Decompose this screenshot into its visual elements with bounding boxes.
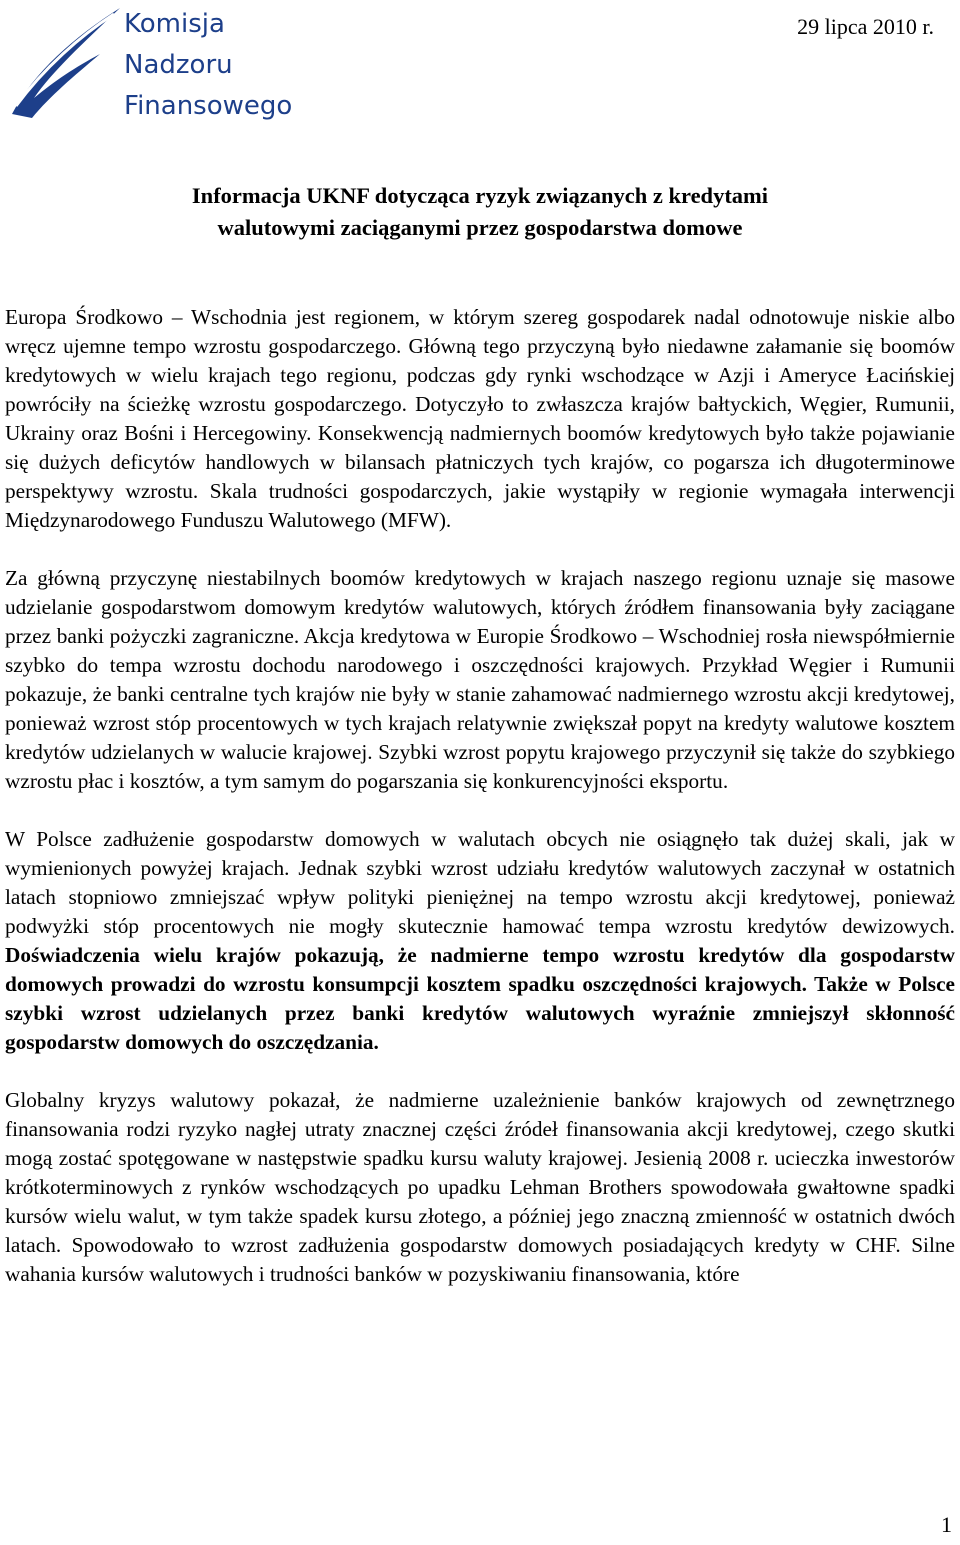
logo-line-3: Finansowego <box>124 91 293 121</box>
logo-line-1: Komisja <box>124 9 225 39</box>
page-number: 1 <box>941 1512 952 1537</box>
paragraph-2 <box>5 564 955 796</box>
paragraph-3-text: W Polsce zadłużenie gospodarstw domowych w walutach obcych nie osiągnęło tak dużej skali, jak w wymienionych powyżej krajach. Jednak szybki wzrost udziału kredytów walutowych zaczynał w ostatnich latach stopniowo zmniejszać wpływ polityki pieniężnej na tempo wzrostu akcji kredytowej, ponieważ podwyżki stóp procentowych nie mogły skutecznie hamować tempa wzrostu kredytów dewizowych. <box>5 827 955 938</box>
document-title <box>0 180 960 244</box>
knf-lightning-icon <box>4 2 129 120</box>
paragraph-1 <box>5 303 955 535</box>
paragraph-4 <box>5 1086 955 1289</box>
document-date: 29 lipca 2010 r. <box>797 14 934 39</box>
paragraph-4-text: Globalny kryzys walutowy pokazał, że nadmierne uzależnienie banków krajowych od zewnętrznego finansowania rodzi ryzyko nagłej utraty znacznej części źródeł finansowania akcji kredytowej, czego skutki mogą zostać spotęgowane w następstwie spadku kursu waluty krajowej. Jesienią 2008 r. ucieczka inwestorów krótkoterminowych z rynków wschodzących po upadku Lehman Brothers spowodowała gwałtowne spadki kursów wielu walut, w tym także spadek kursu złotego, a później jego znaczną zmienność w ostatnich dwóch latach. Spowodowało to wzrost zadłużenia gospodarstw domowych posiadających kredyty w CHF. Silne wahania kursów walutowych i trudności banków w pozyskiwaniu finansowania, które <box>5 1088 955 1286</box>
knf-logo <box>4 2 314 122</box>
title-line-1: Informacja UKNF dotycząca ryzyk związanych z kredytami <box>191 183 769 208</box>
logo-wordmark <box>124 4 292 127</box>
title-line-2: walutowymi zaciąganymi przez gospodarstwa domowe <box>217 215 743 240</box>
paragraph-3 <box>5 825 955 1057</box>
paragraph-3-bold: Doświadczenia wielu krajów pokazują, że nadmierne tempo wzrostu kredytów dla gospodarstw domowych prowadzi do wzrostu konsumpcji kosztem spadku oszczędności krajowych. Także w Polsce szybki wzrost udzielanych przez banki kredytów walutowych wyraźnie zmniejszył skłonność gospodarstw domowych do oszczędzania. <box>5 943 955 1054</box>
paragraph-2-text: Za główną przyczynę niestabilnych boomów kredytowych w krajach naszego regionu uznaje się masowe udzielanie gospodarstwom domowym kredytów walutowych, których źródłem finansowania były zaciągane przez banki pożyczki zagraniczne. Akcja kredytowa w Europie Środkowo – Wschodniej rosła niewspółmiernie szybko do tempa wzrostu dochodu narodowego i oszczędności krajowych. Przykład Węgier i Rumunii pokazuje, że banki centralne tych krajów nie były w stanie zahamować nadmiernego wzrostu akcji kredytowej, ponieważ wzrost stóp procentowych w tych krajach relatywnie zwiększał popyt na kredyty walutowe kosztem kredytów udzielanych w walucie krajowej. Szybki wzrost popytu krajowego przyczynił się także do szybkiego wzrostu płac i kosztów, a tym samym do pogarszania się konkurencyjności eksportu. <box>5 566 955 793</box>
paragraph-1-text: Europa Środkowo – Wschodnia jest regionem, w którym szereg gospodarek nadal odnotowuje niskie albo wręcz ujemne tempo wzrostu gospodarczego. Główną tego przyczyną było niedawne załamanie się boomów kredytowych w wielu krajach tego regionu, podczas gdy rynki wschodzące w Azji i Ameryce Łacińskiej powróciły na ścieżkę wzrostu gospodarczego. Dotyczyło to zwłaszcza krajów bałtyckich, Węgier, Rumunii, Ukrainy oraz Bośni i Hercegowiny. Konsekwencją nadmiernych boomów kredytowych było także pojawianie się dużych deficytów handlowych w bilansach płatniczych tych krajów, co pogarsza ich długoterminowe perspektywy wzrostu. Skala trudności gospodarczych, jakie wystąpiły w regionie wymagała interwencji Międzynarodowego Funduszu Walutowego (MFW). <box>5 305 955 532</box>
document-body <box>5 303 955 1318</box>
logo-line-2: Nadzoru <box>124 50 233 80</box>
